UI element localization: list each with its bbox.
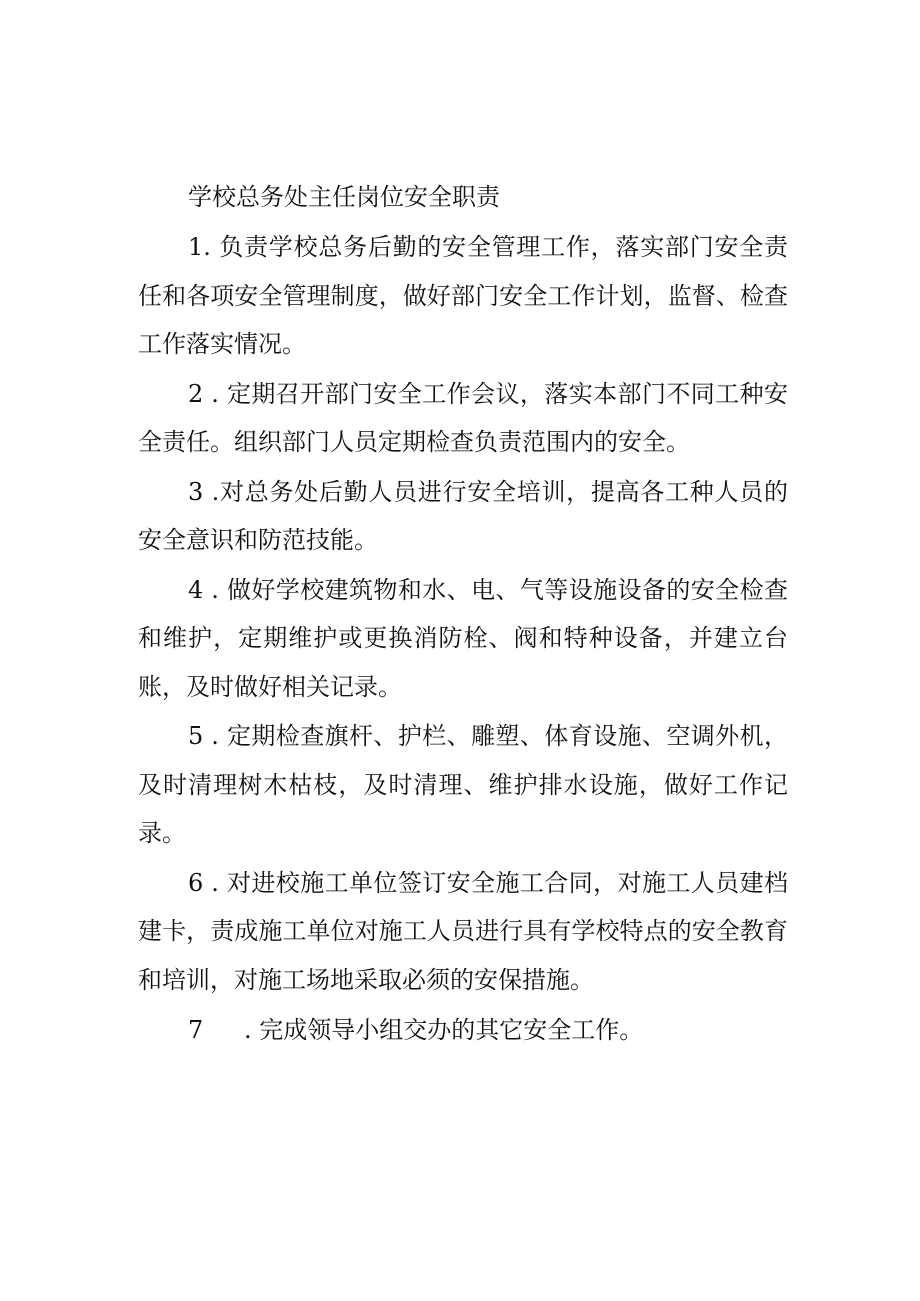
duty-item-5: 5 . 定期检查旗杆、护栏、雕塑、体育设施、空调外机，及时清理树木枯枝，及时清理、维护排水设施，做好工作记录。 (138, 722, 788, 847)
duty-item-4: 4 . 做好学校建筑物和水、电、气等设施设备的安全检查和维护，定期维护或更换消防栓、阀和特种设备，并建立台账，及时做好相关记录。 (138, 575, 788, 701)
document-body (138, 172, 788, 1055)
duty-item-7-number: 7 (188, 1016, 204, 1044)
duty-item-3: 3 .对总务处后勤人员进行安全培训，提高各工种人员的安全意识和防范技能。 (138, 477, 788, 554)
duty-item-7-text: . 完成领导小组交办的其它安全工作。 (244, 1016, 644, 1044)
duty-item-7 (138, 1005, 788, 1055)
document-title: 学校总务处主任岗位安全职责 (188, 183, 500, 211)
duty-item-6: 6 . 对进校施工单位签订安全施工合同，对施工人员建档建卡，责成施工单位对施工人员进行具有学校特点的安全教育和培训，对施工场地采取必须的安保措施。 (138, 868, 788, 994)
duty-item-1: 1. 负责学校总务后勤的安全管理工作，落实部门安全责任和各项安全管理制度，做好部门安全工作计划，监督、检查工作落实情况。 (138, 233, 788, 358)
duty-item-2: 2 . 定期召开部门安全工作会议，落实本部门不同工种安全责任。组织部门人员定期检查负责范围内的安全。 (138, 379, 788, 456)
